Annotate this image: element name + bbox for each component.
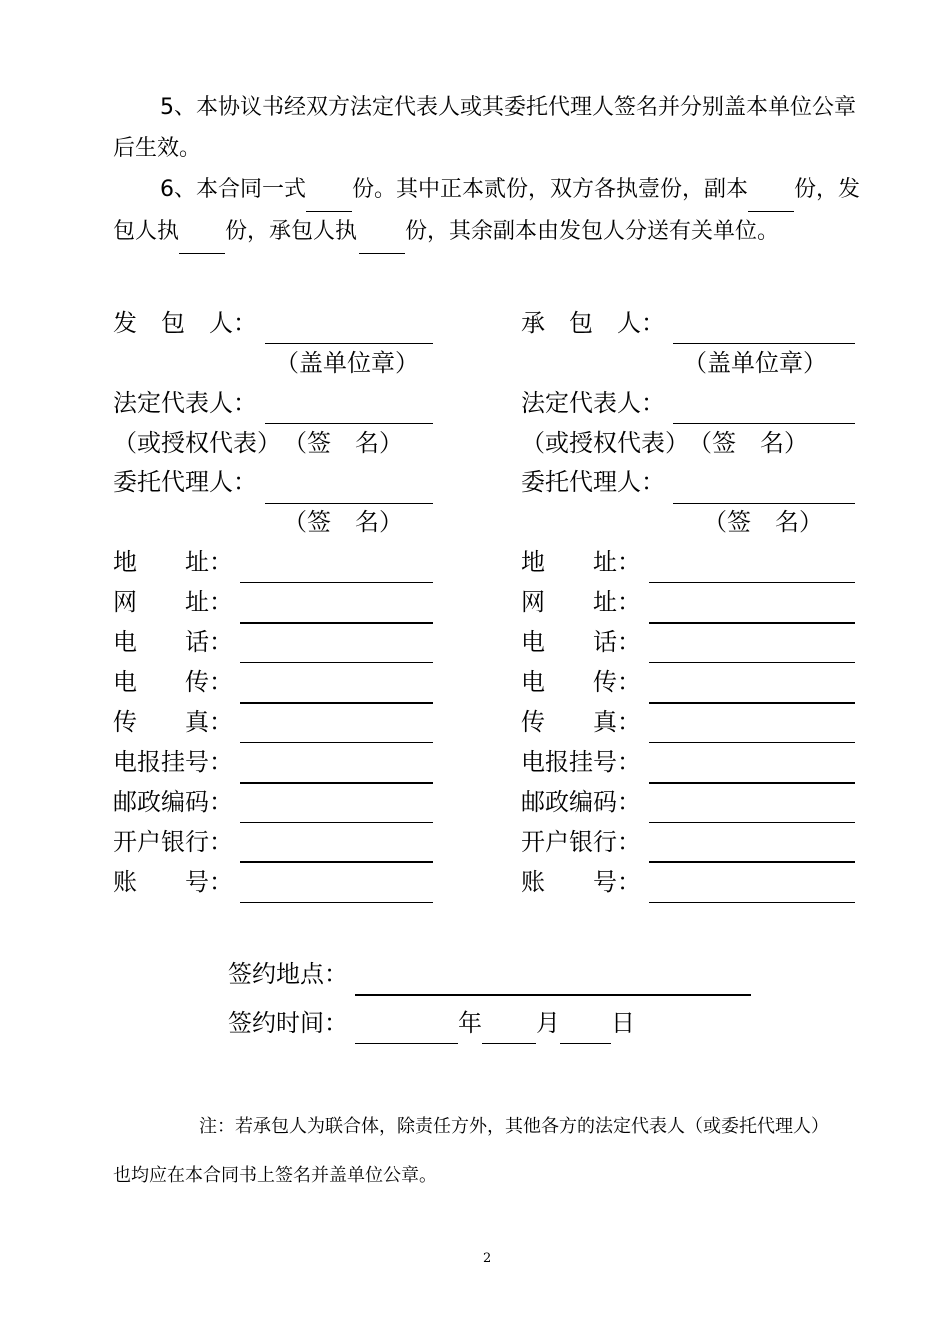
employer-bank-label: 开户银行： bbox=[113, 828, 233, 856]
signing-month-label: 月 bbox=[536, 1009, 560, 1037]
employer-address-label: 地 址： bbox=[113, 548, 233, 576]
contractor-website-label: 网 址： bbox=[521, 588, 641, 616]
contractor-cable-label: 电报挂号： bbox=[521, 748, 641, 776]
employer-phone-line bbox=[240, 662, 433, 663]
note-line-2: 也均应在本合同书上签名并盖单位公章。 bbox=[113, 1165, 437, 1186]
contractor-postcode-line bbox=[649, 822, 855, 823]
contractor-website-line bbox=[649, 622, 855, 624]
signing-place-line bbox=[355, 994, 751, 996]
contractor-phone-label: 电 话： bbox=[521, 628, 641, 656]
contractor-account-line bbox=[649, 902, 855, 903]
contractor-fax-line bbox=[649, 742, 855, 743]
contractor-label: 承 包 人： bbox=[521, 309, 665, 337]
contractor-seal-note: （盖单位章） bbox=[683, 349, 827, 377]
contractor-legal-rep-signature-note: （签 名） bbox=[688, 429, 808, 457]
employer-authorized-note: （或授权代表） bbox=[113, 429, 281, 457]
employer-fax-label: 传 真： bbox=[113, 708, 233, 736]
contractor-agent-label: 委托代理人： bbox=[521, 468, 665, 496]
employer-agent-label: 委托代理人： bbox=[113, 468, 257, 496]
clause-6-part-6: 份，其余副本由发包人分送有关单位。 bbox=[405, 219, 780, 244]
signing-month-line bbox=[482, 1043, 536, 1044]
employer-postcode-line bbox=[240, 822, 433, 823]
employer-copies-blank bbox=[179, 253, 225, 254]
contractor-cable-line bbox=[649, 782, 855, 784]
clause-5-line-2: 后生效。 bbox=[113, 136, 202, 161]
contractor-legal-rep-label: 法定代表人： bbox=[521, 389, 665, 417]
employer-address-line bbox=[240, 582, 433, 583]
clause-6-part-2: 份。其中正本贰份，双方各执壹份，副本 bbox=[352, 177, 749, 202]
signing-day-line bbox=[560, 1043, 611, 1044]
contractor-agent-signature-note: （签 名） bbox=[703, 508, 823, 536]
clause-6-part-5: 份，承包人执 bbox=[225, 219, 358, 244]
employer-cable-label: 电报挂号： bbox=[113, 748, 233, 776]
employer-telex-label: 电 传： bbox=[113, 668, 233, 696]
contractor-address-label: 地 址： bbox=[521, 548, 641, 576]
contractor-telex-line bbox=[649, 702, 855, 704]
clause-6-part-3: 份，发 bbox=[794, 177, 861, 202]
contractor-telex-label: 电 传： bbox=[521, 668, 641, 696]
contractor-bank-line bbox=[649, 861, 855, 863]
signing-year-label: 年 bbox=[458, 1009, 482, 1037]
employer-postcode-label: 邮政编码： bbox=[113, 788, 233, 816]
employer-telex-line bbox=[240, 702, 433, 704]
employer-bank-line bbox=[240, 861, 433, 863]
contractor-fax-label: 传 真： bbox=[521, 708, 641, 736]
employer-cable-line bbox=[240, 782, 433, 784]
employer-label: 发 包 人： bbox=[113, 309, 257, 337]
contractor-address-line bbox=[649, 582, 855, 583]
employer-legal-rep-signature-note: （签 名） bbox=[283, 429, 403, 457]
signing-year-line bbox=[355, 1043, 458, 1044]
employer-account-label: 账 号： bbox=[113, 868, 233, 896]
employer-seal-note: （盖单位章） bbox=[275, 349, 419, 377]
clause-6-part-1: 6、本合同一式 bbox=[160, 177, 306, 202]
signing-day-label: 日 bbox=[611, 1009, 635, 1037]
employer-legal-rep-label: 法定代表人： bbox=[113, 389, 257, 417]
employer-website-label: 网 址： bbox=[113, 588, 233, 616]
contractor-copies-blank bbox=[359, 253, 405, 254]
employer-agent-signature-note: （签 名） bbox=[283, 508, 403, 536]
clause-6-part-4: 包人执 bbox=[113, 219, 180, 244]
page-number: 2 bbox=[483, 1251, 492, 1266]
contractor-postcode-label: 邮政编码： bbox=[521, 788, 641, 816]
signing-place-label: 签约地点： bbox=[228, 960, 348, 988]
contractor-authorized-note: （或授权代表） bbox=[521, 429, 689, 457]
contractor-account-label: 账 号： bbox=[521, 868, 641, 896]
employer-account-line bbox=[240, 902, 433, 903]
clause-5-line-1: 5、本协议书经双方法定代表人或其委托代理人签名并分别盖本单位公章 bbox=[160, 95, 856, 120]
employer-fax-line bbox=[240, 742, 433, 743]
employer-website-line bbox=[240, 622, 433, 624]
signing-time-label: 签约时间： bbox=[228, 1009, 348, 1037]
note-line-1: 注：若承包人为联合体，除责任方外，其他各方的法定代表人（或委托代理人） bbox=[199, 1116, 829, 1137]
contractor-bank-label: 开户银行： bbox=[521, 828, 641, 856]
employer-phone-label: 电 话： bbox=[113, 628, 233, 656]
contractor-phone-line bbox=[649, 662, 855, 663]
